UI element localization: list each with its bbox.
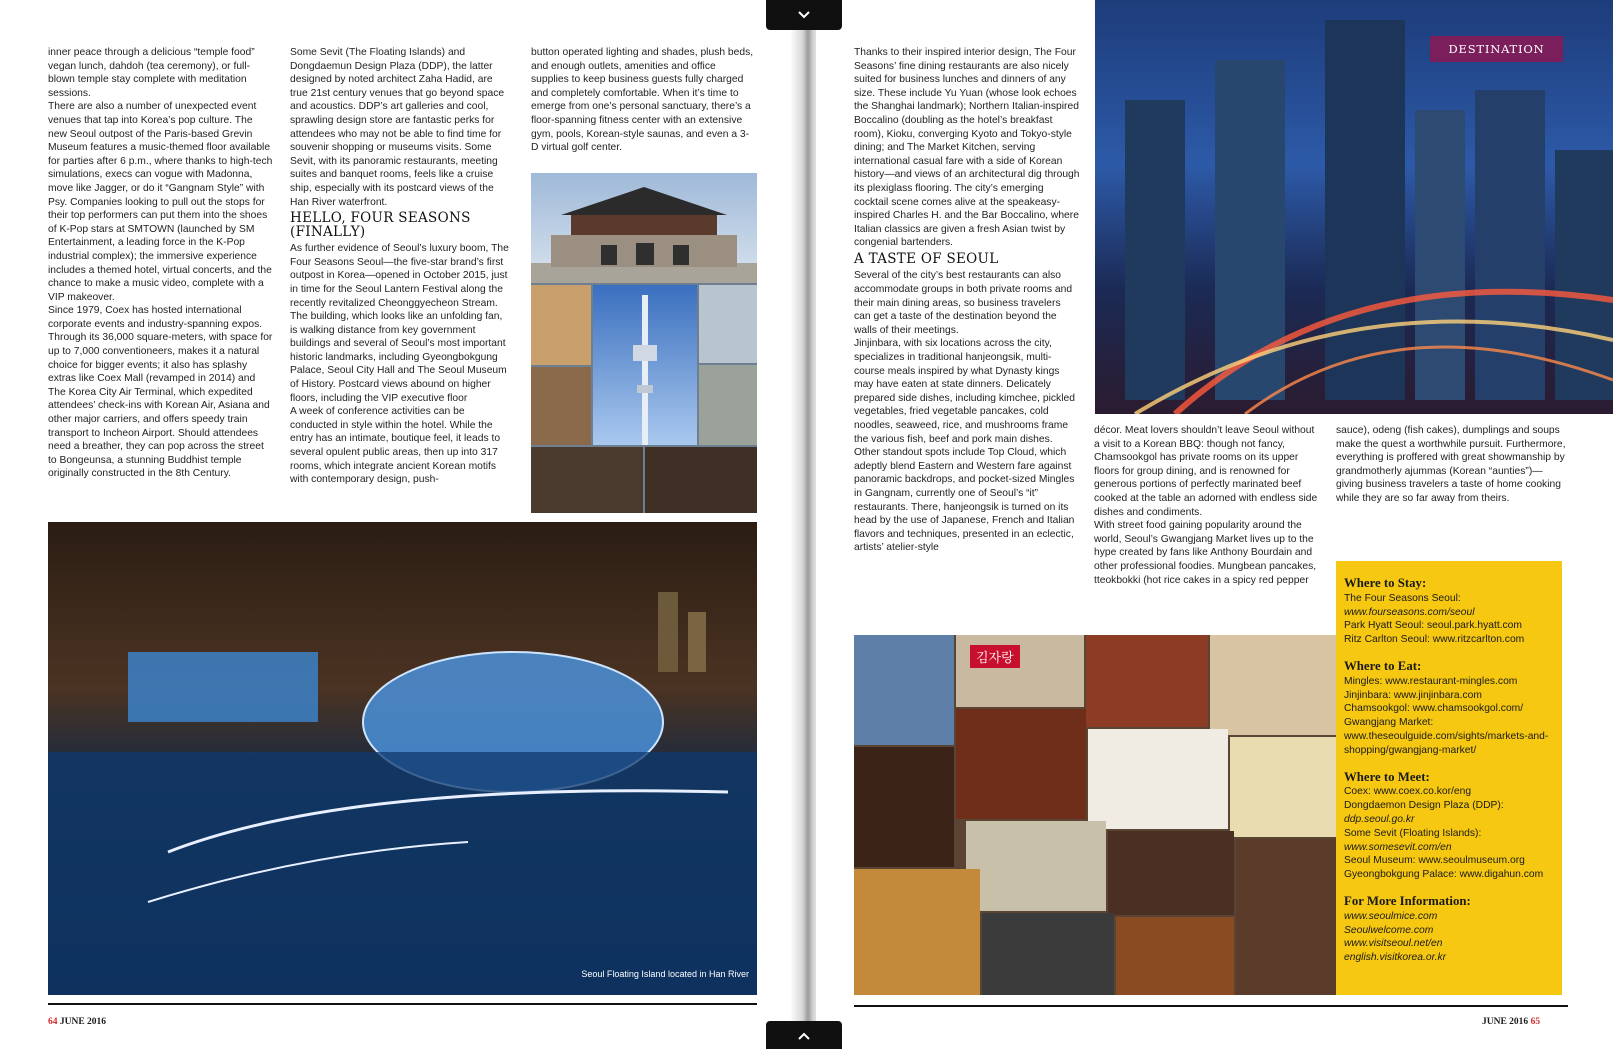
info-link[interactable]: www.visitseoul.net/en [1344,938,1443,950]
paragraph: sauce), odeng (fish cakes), dumplings and soups make the quest a worthwhile pursuit. Furthermore, everything is proffered with great showmanship by grandmotherly ajummas (Korean “aunties”)—giving business travelers a taste of home cooking while they are so far away from theirs. [1336,425,1566,504]
info-line: Jinjinbara: www.jinjinbara.com [1344,689,1482,701]
side-dishes-photo [1088,729,1228,829]
info-heading: For More Information: [1344,893,1471,908]
noodle-soup-photo [1230,737,1337,837]
n-seoul-tower-photo [593,285,697,445]
palace-gate-photo [531,173,757,283]
where-to-stay [1344,577,1556,647]
paragraph: A week of conference activities can be conducted in style within the hotel. While the entry has an intimate, boutique feel, it leads to several opulent public areas, then up into 317 rooms, which integrate ancient Korean motifs with contemporary design, push- [290,406,501,486]
paragraph: As further evidence of Seoul’s luxury boom, The Four Seasons Seoul—the five-star brand’s first outpost in Korea—opened in October 2015, just in time for the Seoul Lantern Festival along the recently revitalized Cheonggyecheon Stream. The building, which looks like an unfolding fan, is walking distance from key government buildings and several of Seoul’s most important historic landmarks, including Gyeongbokgung Palace, Seoul City Hall and The Seoul Museum of History. Postcard views abound on higher floors, including the VIP executive floor [290,243,509,404]
chevron-down-icon [796,7,812,23]
info-line: Gyeongbokgung Palace: www.digahun.com [1344,869,1544,881]
paragraph: inner peace through a delicious “temple food” vegan lunch, dahdoh (tea ceremony), or full-blown temple stay complete with meditation sessions. [48,47,255,99]
restaurant-sign: 김자랑 [970,645,1020,668]
page-number: 65 [1530,1017,1541,1027]
previous-page-button[interactable] [766,0,842,30]
left-page [0,0,800,1049]
japchae-photo [1116,917,1234,995]
rice-cakes-photo [1210,635,1337,735]
where-to-meet [1344,771,1556,882]
diner-photo [854,635,954,745]
dumpling-soup-photo [966,821,1106,911]
paragraph: Thanks to their inspired interior design, The Four Seasons’ fine dining restaurants are also nicely suited for business lunches and dinners of any size. These include Yu Yuan (whose look echoes the Shanghai landmark); Northern Italian-inspired Boccalino (doubling as the hotel’s breakfast room), Kioku, converging Kyoto and Tokyo-style dining; and The Market Kitchen, serving international casual fare with a side of Korean history—and views of an architectural dig through its plexiglass flooring. The city’s emerging cocktail scene comes alive at the speakeasy-inspired Charles H. and the Bar Boccalino, where Italian classics are given a fresh Asian twist by congenial bartenders. [854,47,1080,249]
paragraph: Several of the city’s best restaurants can also accommodate groups in both private rooms and their main dining areas, so business travelers can get a taste of the destination beyond the walls of their meetings. [854,270,1073,336]
right-column-3 [1336,424,1568,506]
paragraph: Jinjinbara, with six locations across the city, specializes in traditional hanjeongsik, multi-course meals inspired by what Dynasty kings may have eaten at state dinners. Delicately prepared side dishes, including kimchee, pickled vegetables, fried vegetable pancakes, cold noodles, seaweed, rice, and mushrooms frame the various fish, beef and pork main dishes. [854,338,1075,445]
destination-tag: DESTINATION [1430,36,1563,62]
statue-photo [531,285,591,365]
right-column-1 [854,46,1080,555]
footer-rule [48,1003,757,1005]
soup-photo [854,747,954,867]
paragraph: Other standout spots include Top Cloud, which adeptly blend Eastern and Western fare against panoramic backdrops, and pocket-sized Mingles in Gangnam, currently one of Seoul’s “it” restaurants. There, hanjeongsik is turned on its head by the use of Japanese, French and Italian flavors and techniques, presented in an eclectic, artists’ atelier-style [854,447,1075,554]
info-line: Seoul Museum: www.seoulmuseum.org [1344,855,1525,867]
paragraph: décor. Meat lovers shouldn’t leave Seoul without a visit to a Korean BBQ: though not fancy, Chamsookgol has private rooms on its upper floors for group dining, and is renowned for generous portions of perfectly marinated beef cooked at the table an adorned with endless side dishes and condiments. [1094,425,1318,518]
more-information [1344,895,1556,965]
section-heading: A TASTE OF SEOUL [854,250,999,267]
info-link[interactable]: www.seoulmice.com [1344,910,1438,922]
left-column-2 [290,46,512,487]
info-heading: Where to Eat: [1344,658,1422,673]
bibimbap-photo [1108,831,1234,915]
noodle-dish-photo [1086,635,1208,727]
info-line: Mingles: www.restaurant-mingles.com [1344,675,1518,687]
info-line: The Four Seasons Seoul: [1344,592,1461,604]
info-heading: Where to Meet: [1344,769,1430,784]
seoul-skyline-photo [1095,0,1613,414]
info-line: Park Hyatt Seoul: seoul.park.hyatt.com [1344,620,1522,632]
page-number: 64 [48,1017,58,1027]
bbq-grill-photo [982,913,1114,995]
photo-caption: Seoul Floating Island located in Han River [581,969,749,979]
section-heading: HELLO, FOUR SEASONS (FINALLY) [290,210,471,240]
page-folio [1482,1017,1540,1027]
info-link[interactable]: Seoulwelcome.com [1344,924,1434,936]
cathedral-photo [531,367,591,445]
info-link[interactable]: english.visitkorea.or.kr [1344,952,1447,964]
pavilion-photo [531,447,643,513]
footer-rule [854,1005,1568,1007]
info-line: Dongdaemon Design Plaza (DDP): [1344,800,1504,812]
info-box [1336,561,1562,995]
food-collage [854,635,1337,995]
floating-island-photo [48,522,757,995]
left-column-1 [48,46,273,481]
issue-date: JUNE 2016 [59,1017,107,1027]
pancake-photo [854,869,980,995]
left-column-3 [531,46,756,155]
right-column-2 [1094,424,1320,587]
info-line: Some Sevit (Floating Islands): [1344,827,1482,839]
right-page [816,0,1613,1049]
woman-eating-photo [1236,839,1337,995]
monument-photo [699,365,757,445]
paragraph: button operated lighting and shades, plush beds, and enough outlets, amenities and office supplies to keep business guests fully charged and completely comfortable. When it’s time to emerge from one’s personal sanctuary, there’s a floor-spanning fitness center with an extensive gym, pools, Korean-style saunas, and even a 3-D virtual golf center. [531,47,754,154]
restaurant-sign-photo [956,635,1084,707]
next-page-button[interactable] [766,1021,842,1049]
issue-date: JUNE 2016 [1482,1017,1529,1027]
info-line: Coex: www.coex.co.kor/eng [1344,786,1472,798]
paragraph: Since 1979, Coex has hosted international corporate events and industry-spanning expos. Through its 36,000 square-meters, with space for up to 7,000 conventioneers, makes it a natural choice for bigger events; it also has splashy extras like Coex Mall (revamped in 2014) and The Korea City Air Terminal, which expedited attendees’ check-ins with Korean Air, Asiana and other major carriers, and offers speedy train transport to Incheon Airport. Should attendees need a breather, they can pop across the street to Bongeunsa, a stunning Buddhist temple originally constructed in the 8th Century. [48,305,273,480]
paragraph: With street food gaining popularity around the world, Seoul’s Gwangjang Market lives up to the hype created by fans like Anthony Bourdain and other professional foodies. Mungbean pancakes, tteokbokki (hot rice cakes in a spicy red pepper [1094,520,1317,586]
page-folio [48,1017,106,1027]
info-heading: Where to Stay: [1344,576,1427,590]
info-line: Chamsookgol: www.chamsookgol.com/ [1344,703,1524,715]
info-line: Ritz Carlton Seoul: www.ritzcarlton.com [1344,634,1525,646]
chevron-up-icon [796,1028,812,1044]
info-link[interactable]: www.fourseasons.com/seoul [1344,606,1475,618]
info-link[interactable]: www.somesevit.com/en [1344,841,1452,853]
stew-photo [956,709,1086,819]
info-link[interactable]: ddp.seoul.go.kr [1344,813,1415,825]
jars-photo [645,447,757,513]
warrior-statue-photo [699,285,757,363]
paragraph: There are also a number of unexpected event venues that tap into Korea’s pop culture. The new Seoul outpost of the Paris-based Grevin Museum features a music-themed floor available for parties after 6 p.m., where thanks to high-tech simulations, execs can vogue with Madonna, move like Jagger, or do it “Gangnam Style” with Psy. Companies looking to pull out the stops for their top performers can put them into the shoes of K-Pop stars at SMTOWN (launched by SM Entertainment, a leading force in the K-Pop industrial complex); the immersive experience includes a themed hotel, virtual concerts, and the chance to make a music video, complete with a VIP makeover. [48,101,273,303]
info-line: Gwangjang Market: www.theseoulguide.com/sights/markets-and-shopping/gwangjang-market/ [1344,717,1549,756]
where-to-eat [1344,660,1556,758]
paragraph: Some Sevit (The Floating Islands) and Dongdaemun Design Plaza (DDP), the latter designed by noted architect Zaha Hadid, are true 21st century venues that go beyond space and acoustics. DDP’s art galleries and cool, sprawling design store are fantastic perks for attendees who may not be able to find time for souvenir shopping or museums visits. Some Sevit, with its panoramic restaurants, meeting suites and banquet rooms, feels like a cruise ship, especially with its postcard views of the Han River waterfront. [290,47,505,208]
landmark-collage [531,173,757,513]
